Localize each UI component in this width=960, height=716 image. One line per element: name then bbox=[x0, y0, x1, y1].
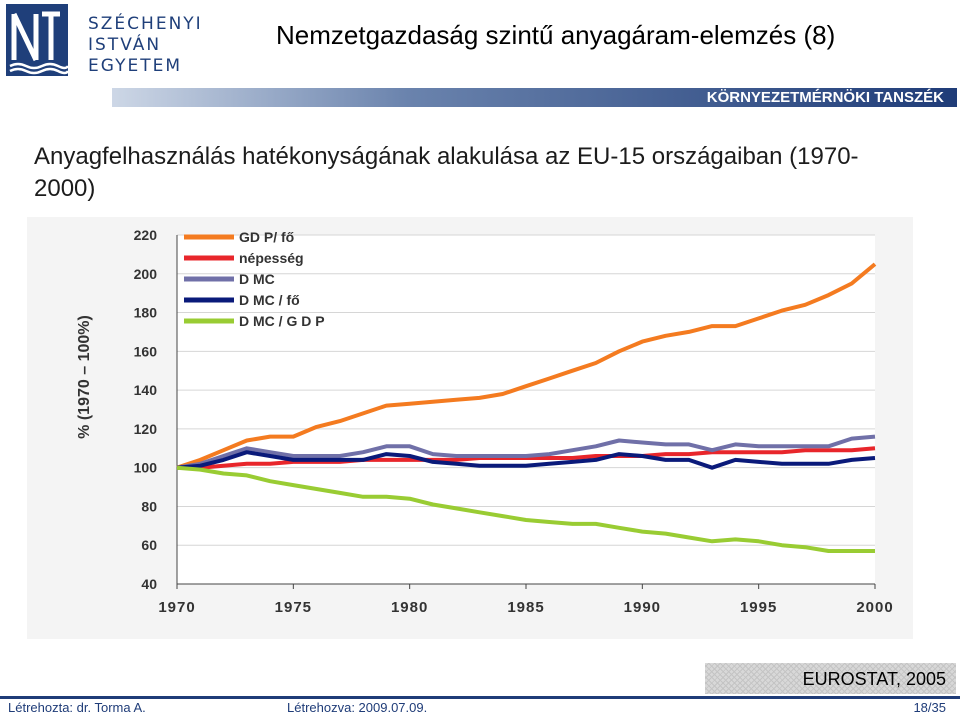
logo-wordmark bbox=[88, 14, 270, 77]
legend-label-2: népesség bbox=[239, 250, 304, 266]
plot-area bbox=[177, 235, 875, 584]
y-tick-label: 100 bbox=[133, 459, 157, 476]
y-tick-label: 160 bbox=[133, 343, 157, 360]
footer-rule bbox=[0, 696, 960, 699]
logo-emblem-icon bbox=[6, 4, 68, 76]
logo-line-2: EGYETEM bbox=[88, 56, 182, 76]
y-tick-label: 200 bbox=[133, 265, 157, 282]
y-tick-label: 140 bbox=[133, 382, 157, 399]
page-title: Nemzetgazdaság szintű anyagáram-elemzés (8) bbox=[276, 20, 836, 50]
source-label: EUROSTAT, 2005 bbox=[802, 669, 946, 689]
logo-line-1: SZÉCHENYI ISTVÁN bbox=[88, 14, 203, 55]
y-tick-label: 60 bbox=[141, 537, 157, 554]
legend-label-4: D MC / fő bbox=[239, 292, 300, 308]
x-tick-label: 1990 bbox=[623, 599, 662, 616]
legend-label-1: GD P/ fő bbox=[239, 229, 295, 245]
x-tick-label: 1975 bbox=[274, 599, 313, 616]
legend-label-5: D MC / G D P bbox=[239, 313, 325, 329]
legend-label-3: D MC bbox=[239, 271, 275, 287]
y-tick-label: 120 bbox=[133, 420, 157, 437]
x-tick-label: 1980 bbox=[390, 599, 429, 616]
x-tick-label: 1970 bbox=[158, 599, 196, 616]
y-tick-label: 220 bbox=[133, 227, 157, 243]
x-tick-label: 2000 bbox=[856, 599, 894, 616]
x-tick-label: 1995 bbox=[739, 599, 778, 616]
line-chart bbox=[27, 217, 913, 639]
footer-created: Létrehozva: 2009.07.09. bbox=[287, 700, 428, 715]
y-tick-label: 80 bbox=[141, 498, 157, 515]
slide-subtitle: Anyagfelhasználás hatékonyságának alakulása az EU-15 országaiban (1970-2000) bbox=[34, 143, 859, 202]
source-box bbox=[705, 663, 956, 694]
university-logo bbox=[0, 0, 270, 82]
department-label: KÖRNYEZETMÉRNÖKI TANSZÉK bbox=[706, 89, 944, 106]
y-axis-label: % (1970 – 100%) bbox=[76, 315, 93, 439]
footer-page-number: 18/35 bbox=[913, 700, 946, 715]
y-tick-label: 40 bbox=[141, 576, 157, 592]
y-tick-label: 180 bbox=[133, 304, 157, 321]
x-tick-label: 1985 bbox=[507, 599, 545, 616]
footer-author: Létrehozta: dr. Torma A. bbox=[8, 700, 146, 715]
